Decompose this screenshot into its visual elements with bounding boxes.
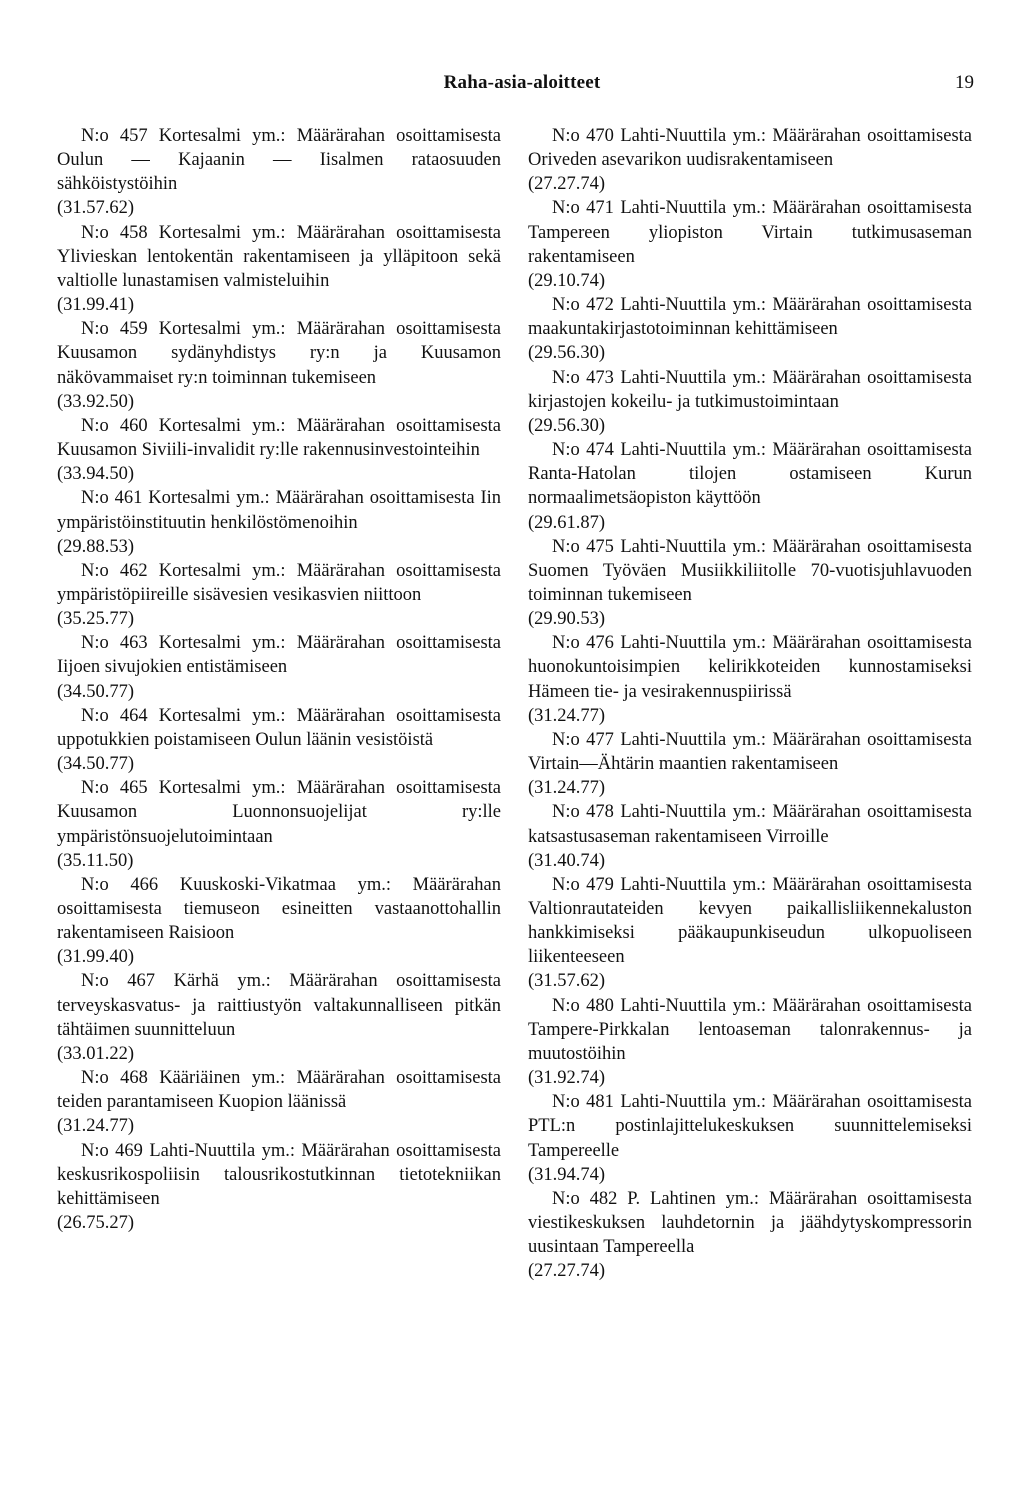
motion-entry — [57, 486, 501, 558]
motion-entry — [57, 776, 501, 873]
motion-entry — [528, 1187, 972, 1284]
motion-text: N:o 480 Lahti-Nuuttila ym.: Määrärahan osoittamisesta Tampere-Pirkkalan lentoaseman talonrakennus- ja muutostöihin — [528, 995, 972, 1064]
motion-text: N:o 476 Lahti-Nuuttila ym.: Määrärahan osoittamisesta huonokuntoisimpien kelirikkoteiden kunnostamiseksi Hämeen tie- ja vesirakennuspiirissä — [528, 633, 972, 702]
budget-code: (27.27.74) — [528, 174, 606, 195]
motion-entry — [57, 221, 501, 318]
motion-text: N:o 470 Lahti-Nuuttila ym.: Määrärahan osoittamisesta Oriveden asevarikon uudisrakentamiseen — [528, 126, 972, 171]
motion-text: N:o 482 P. Lahtinen ym.: Määrärahan osoittamisesta viestikeskuksen lauhdetornin ja jäähdytyskompressorin uusintaan Tampereella — [528, 1188, 972, 1258]
budget-code: (35.25.77) — [57, 609, 135, 630]
budget-code: (31.99.40) — [57, 947, 135, 968]
motion-text: N:o 469 Lahti-Nuuttila ym.: Määrärahan osoittamisesta keskusrikospoliisin talousrikostutkinnan tietotekniikan kehittämiseen — [57, 1140, 501, 1209]
motion-text: N:o 463 Kortesalmi ym.: Määrärahan osoittamisesta Iijoen sivujokien entistämiseen — [57, 633, 501, 678]
budget-code: (31.40.74) — [528, 850, 606, 871]
budget-code: (29.10.74) — [528, 270, 606, 291]
motion-entry — [528, 124, 972, 196]
budget-code: (33.01.22) — [57, 1043, 135, 1064]
budget-code: (35.11.50) — [57, 850, 134, 871]
motion-text: N:o 481 Lahti-Nuuttila ym.: Määrärahan osoittamisesta PTL:n postinlajittelukeskuksen suunnittelemiseksi Tampereelle — [528, 1092, 972, 1161]
motion-entry — [57, 873, 501, 970]
motion-text: N:o 473 Lahti-Nuuttila ym.: Määrärahan osoittamisesta kirjastojen kokeilu- ja tutkimustoimintaan — [528, 367, 972, 412]
motion-text: N:o 458 Kortesalmi ym.: Määrärahan osoittamisesta Ylivieskan lentokentän rakentamiseen ja ylläpitoon sekä valtiolle lunastamisen valmisteluihin — [57, 222, 501, 291]
motion-entry — [57, 969, 501, 1066]
budget-code: (31.24.77) — [57, 1116, 135, 1137]
budget-code: (33.94.50) — [57, 464, 135, 485]
motion-entry — [528, 438, 972, 535]
motion-text: N:o 467 Kärhä ym.: Määrärahan osoittamisesta terveyskasvatus- ja raittiustyön valtakunnalliseen pitkän tähtäimen suunnitteluun — [57, 971, 501, 1040]
motion-entry — [528, 366, 972, 438]
budget-code: (31.92.74) — [528, 1068, 606, 1089]
motion-entry — [528, 728, 972, 800]
motion-text: N:o 465 Kortesalmi ym.: Määrärahan osoittamisesta Kuusamon Luonnonsuojelijat ry:lle ympäristönsuojelutoimintaan — [57, 778, 501, 847]
budget-code: (34.50.77) — [57, 681, 135, 702]
motion-text: N:o 461 Kortesalmi ym.: Määrärahan osoittamisesta Iin ympäristöinstituutin henkilöstömenoihin — [57, 488, 501, 533]
motion-entry — [528, 994, 972, 1091]
budget-code: (31.99.41) — [57, 295, 135, 316]
motion-text: N:o 479 Lahti-Nuuttila ym.: Määrärahan osoittamisesta Valtionrautateiden kevyen paikallisliikennekaluston hankkimiseksi pääkaupunkiseudun ulkopuoliseen liikenteeseen — [528, 874, 972, 968]
budget-code: (27.27.74) — [528, 1261, 606, 1282]
running-header — [0, 72, 1024, 100]
motion-text: N:o 459 Kortesalmi ym.: Määrärahan osoittamisesta Kuusamon sydänyhdistys ry:n ja Kuusamon näkövammaiset ry:n toiminnan tukemiseen — [57, 319, 501, 388]
motion-text: N:o 474 Lahti-Nuuttila ym.: Määrärahan osoittamisesta Ranta-Hatolan tilojen ostamiseen Kurun normaalimetsäopiston käyttöön — [528, 440, 972, 509]
page-title: Raha-asia-aloitteet — [443, 72, 601, 93]
motion-text: N:o 471 Lahti-Nuuttila ym.: Määrärahan osoittamisesta Tampereen yliopiston Virtain tutkimusaseman rakentamiseen — [528, 198, 972, 267]
motion-text: N:o 462 Kortesalmi ym.: Määrärahan osoittamisesta ympäristöpiireille sisävesien vesikasvien niittoon — [57, 560, 501, 605]
motion-text: N:o 460 Kortesalmi ym.: Määrärahan osoittamisesta Kuusamon Siviili-invalidit ry:lle rakennusinvestointeihin — [57, 415, 501, 461]
motion-entry — [57, 124, 501, 221]
budget-code: (29.56.30) — [528, 343, 606, 364]
motion-entry — [528, 1090, 972, 1187]
motion-entry — [57, 317, 501, 414]
motion-entry — [57, 414, 501, 486]
motion-text: N:o 466 Kuuskoski-Vikatmaa ym.: Määrärahan osoittamisesta tiemuseon esineitten vastaanottohallin rakentamiseen Raisioon — [57, 874, 501, 944]
motion-text: N:o 475 Lahti-Nuuttila ym.: Määrärahan osoittamisesta Suomen Työväen Musiikkiliitolle 70-vuotisjuhlavuoden toiminnan tukemiseen — [528, 536, 972, 605]
motion-entry — [528, 800, 972, 872]
motion-text: N:o 477 Lahti-Nuuttila ym.: Määrärahan osoittamisesta Virtain—Ähtärin maantien rakentamiseen — [528, 729, 972, 775]
budget-code: (31.24.77) — [528, 705, 606, 726]
motion-entry — [528, 535, 972, 632]
motion-entry — [57, 1066, 501, 1138]
motion-text: N:o 468 Kääriäinen ym.: Määrärahan osoittamisesta teiden parantamiseen Kuopion läänissä — [57, 1068, 501, 1113]
motion-entry — [528, 631, 972, 728]
motion-text: N:o 464 Kortesalmi ym.: Määrärahan osoittamisesta uppotukkien poistamiseen Oulun läänin vesistöistä — [57, 705, 501, 750]
budget-code: (31.94.74) — [528, 1164, 606, 1185]
motion-entry — [57, 704, 501, 776]
motion-entry — [528, 196, 972, 293]
budget-code: (29.88.53) — [57, 536, 135, 557]
motion-entry — [528, 873, 972, 994]
budget-code: (31.57.62) — [528, 971, 606, 992]
budget-code: (29.56.30) — [528, 415, 606, 436]
budget-code: (29.61.87) — [528, 512, 606, 533]
budget-code: (34.50.77) — [57, 754, 135, 775]
motion-entry — [57, 1139, 501, 1236]
motion-entry — [528, 293, 972, 365]
motion-text: N:o 472 Lahti-Nuuttila ym.: Määrärahan osoittamisesta maakuntakirjastotoiminnan kehittämiseen — [528, 295, 972, 340]
right-column — [528, 124, 972, 1284]
budget-code: (33.92.50) — [57, 391, 135, 412]
motion-entry — [57, 631, 501, 703]
budget-code: (31.57.62) — [57, 198, 135, 219]
motion-text: N:o 457 Kortesalmi ym.: Määrärahan osoittamisesta Oulun — Kajaanin — Iisalmen rataosuuden sähköistystöihin — [57, 126, 501, 195]
motion-text: N:o 478 Lahti-Nuuttila ym.: Määrärahan osoittamisesta katsastusaseman rakentamiseen Virroille — [528, 802, 972, 847]
budget-code: (31.24.77) — [528, 778, 606, 799]
left-column — [57, 124, 501, 1235]
budget-code: (29.90.53) — [528, 609, 606, 630]
page-number: 19 — [955, 72, 974, 93]
motion-entry — [57, 559, 501, 631]
budget-code: (26.75.27) — [57, 1213, 135, 1234]
